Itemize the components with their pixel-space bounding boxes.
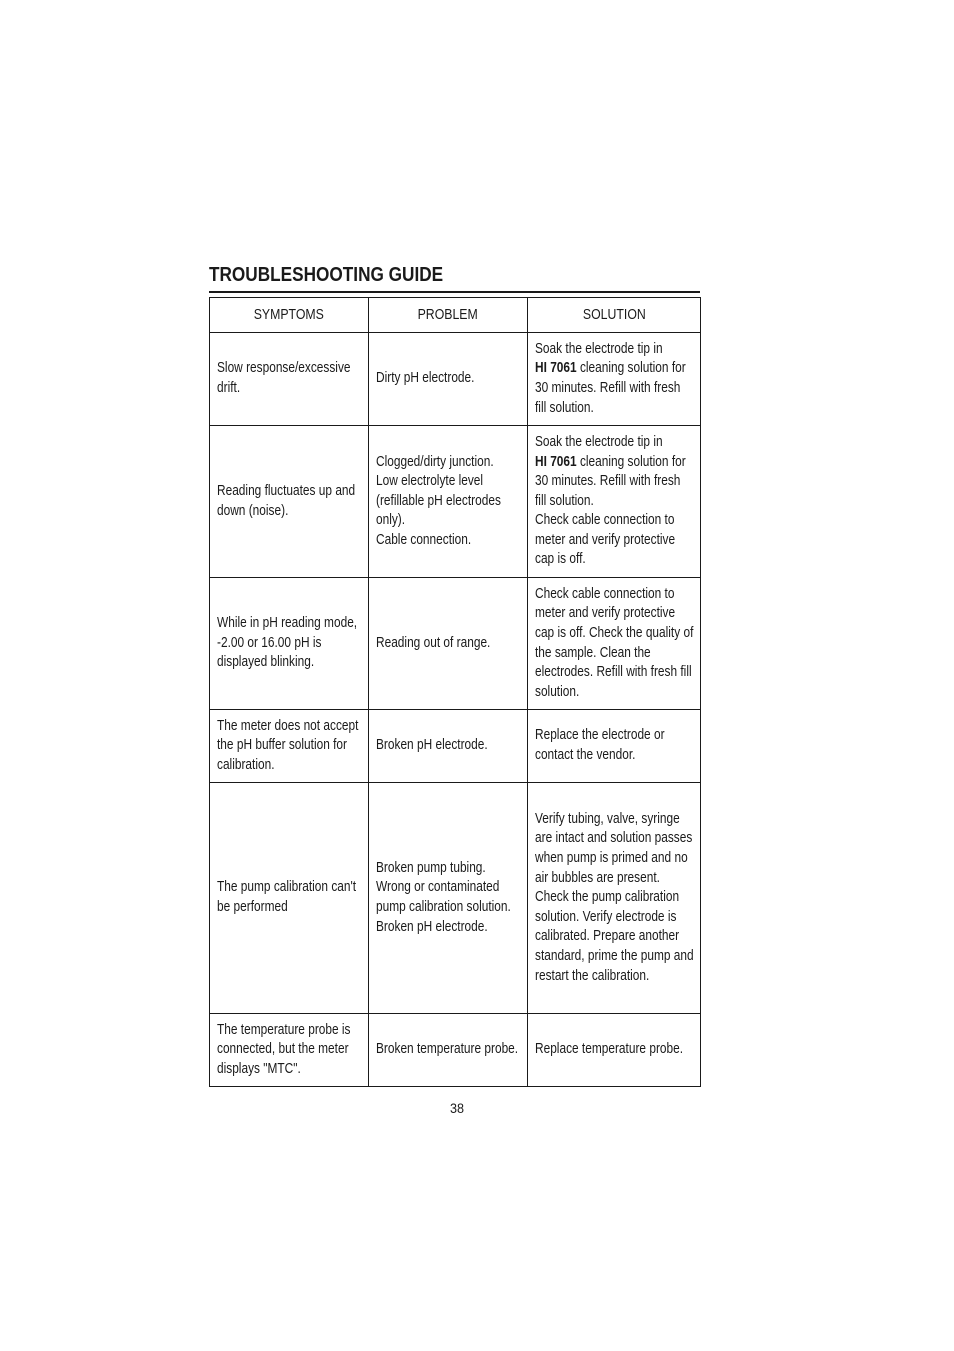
symptom-cell: The meter does not accept the pH buffer solution for calibration. — [210, 710, 369, 783]
table-row — [210, 578, 701, 710]
symptom-cell: The temperature probe is connected, but the meter displays "MTC". — [210, 1014, 369, 1087]
table-row — [210, 426, 701, 578]
solution-cell: Check cable connection to meter and verify protective cap is off. Check the quality of the sample. Clean the electrodes. Refill with fresh fill solution. — [528, 578, 701, 710]
header-solution: SOLUTION — [528, 298, 701, 333]
table-header-row — [210, 298, 701, 333]
header-symptoms: SYMPTOMS — [210, 298, 369, 333]
solution-cell: Soak the electrode tip in HI 7061 cleaning solution for 30 minutes. Refill with fresh fill solution. — [528, 333, 701, 426]
page-title: TROUBLESHOOTING GUIDE — [209, 264, 444, 286]
symptom-cell: Slow response/excessive drift. — [210, 333, 369, 426]
table-row — [210, 1014, 701, 1087]
page-number: 38 — [449, 1100, 465, 1116]
problem-cell: Clogged/dirty junction. Low electrolyte level (refillable pH electrodes only). Cable connection. — [369, 426, 528, 578]
symptom-cell: While in pH reading mode, -2.00 or 16.00 pH is displayed blinking. — [210, 578, 369, 710]
symptom-cell: The pump calibration can't be performed — [210, 783, 369, 1014]
table-row — [210, 710, 701, 783]
problem-cell: Broken pump tubing. Wrong or contaminated pump calibration solution. Broken pH electrode. — [369, 783, 528, 1014]
product-code: HI 7061 — [535, 360, 577, 377]
table-row — [210, 333, 701, 426]
problem-cell: Broken pH electrode. — [369, 710, 528, 783]
header-problem: PROBLEM — [369, 298, 528, 333]
problem-cell: Broken temperature probe. — [369, 1014, 528, 1087]
solution-cell: Soak the electrode tip in HI 7061 cleaning solution for 30 minutes. Refill with fresh fill solution. Check cable connection to meter and verify protective cap is off. — [528, 426, 701, 578]
table-row — [210, 783, 701, 1014]
solution-cell: Replace the electrode or contact the vendor. — [528, 710, 701, 783]
troubleshooting-table — [209, 297, 701, 1087]
product-code: HI 7061 — [535, 453, 577, 470]
problem-cell: Reading out of range. — [369, 578, 528, 710]
problem-cell: Dirty pH electrode. — [369, 333, 528, 426]
solution-cell: Verify tubing, valve, syringe are intact and solution passes when pump is primed and no air bubbles are present. Check the pump calibration solution. Verify electrode is calibrated. Prepare another standard, prime the pump and restart the calibration. — [528, 783, 701, 1014]
title-rule — [209, 291, 700, 293]
solution-cell: Replace temperature probe. — [528, 1014, 701, 1087]
symptom-cell: Reading fluctuates up and down (noise). — [210, 426, 369, 578]
